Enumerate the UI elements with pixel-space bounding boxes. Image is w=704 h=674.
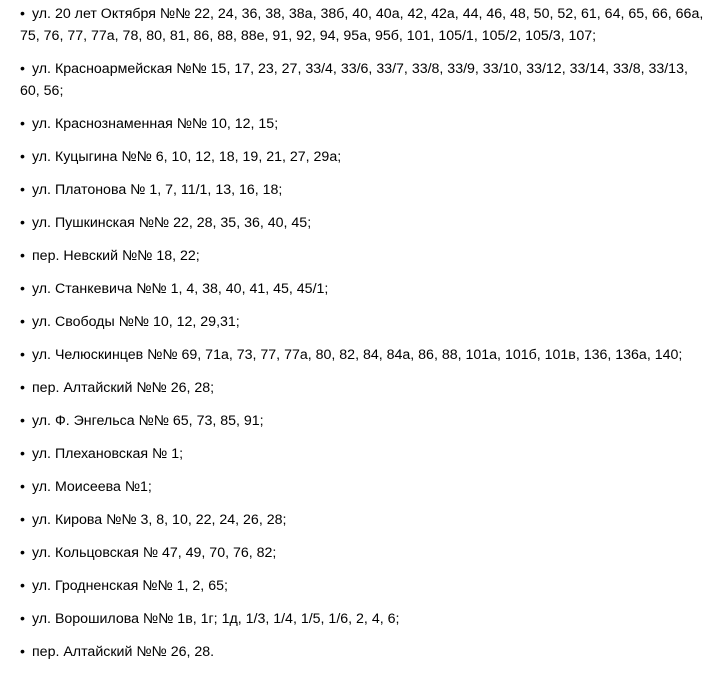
list-item-text: ул. Моисеева №1;	[32, 479, 152, 495]
bullet: •	[20, 479, 25, 495]
list-item	[20, 212, 704, 234]
list-item	[20, 377, 704, 399]
list-item	[20, 608, 704, 630]
bullet: •	[20, 281, 25, 297]
list-item-text: ул. Свободы №№ 10, 12, 29,31;	[32, 314, 240, 330]
list-item	[20, 278, 704, 300]
list-item-text: ул. Куцыгина №№ 6, 10, 12, 18, 19, 21, 27, 29а;	[32, 149, 342, 165]
bullet: •	[20, 248, 25, 264]
bullet: •	[20, 61, 25, 77]
list-item-text: ул. Пушкинская №№ 22, 28, 35, 36, 40, 45;	[32, 215, 312, 231]
list-item	[20, 476, 704, 498]
bullet: •	[20, 611, 25, 627]
bullet: •	[20, 215, 25, 231]
list-item	[20, 641, 704, 663]
list-item-text: пер. Алтайский №№ 26, 28.	[32, 644, 215, 660]
list-item	[20, 410, 704, 432]
list-item-text: пер. Невский №№ 18, 22;	[32, 248, 200, 264]
list-item	[20, 344, 704, 366]
list-item-text: ул. 20 лет Октября №№ 22, 24, 36, 38, 38а, 38б, 40, 40а, 42, 42а, 44, 46, 48, 50, 52, 61, 64, 65, 66, 66а, 75, 76, 77, 77а, 78, 80, 81, 86, 88, 88е, 91, 92, 94, 95а, 95б, 101, 105/1, 105/2, 105/3, 107;	[20, 6, 704, 44]
list-item-text: ул. Станкевича №№ 1, 4, 38, 40, 41, 45, 45/1;	[32, 281, 329, 297]
bullet: •	[20, 512, 25, 528]
list-item	[20, 542, 704, 564]
bullet: •	[20, 347, 25, 363]
bullet: •	[20, 380, 25, 396]
list-item	[20, 575, 704, 597]
list-item	[20, 146, 704, 168]
bullet: •	[20, 644, 25, 660]
list-item-text: ул. Плехановская № 1;	[32, 446, 184, 462]
list-item-text: ул. Ворошилова №№ 1в, 1г; 1д, 1/3, 1/4, 1/5, 1/6, 2, 4, 6;	[32, 611, 400, 627]
bullet: •	[20, 149, 25, 165]
list-item	[20, 3, 704, 47]
bullet: •	[20, 578, 25, 594]
list-item	[20, 443, 704, 465]
bullet: •	[20, 116, 25, 132]
list-item	[20, 113, 704, 135]
address-list	[20, 3, 704, 674]
bullet: •	[20, 413, 25, 429]
bullet: •	[20, 545, 25, 561]
list-item-text: ул. Ф. Энгельса №№ 65, 73, 85, 91;	[32, 413, 264, 429]
list-item-text: ул. Красноармейская №№ 15, 17, 23, 27, 33/4, 33/6, 33/7, 33/8, 33/9, 33/10, 33/12, 33/14, 33/8, 33/13, 60, 56;	[20, 61, 688, 99]
list-item-text: ул. Краснознаменная №№ 10, 12, 15;	[32, 116, 279, 132]
list-item-text: пер. Алтайский №№ 26, 28;	[32, 380, 215, 396]
bullet: •	[20, 182, 25, 198]
bullet: •	[20, 314, 25, 330]
list-item-text: ул. Платонова № 1, 7, 11/1, 13, 16, 18;	[32, 182, 283, 198]
list-item-text: ул. Кирова №№ 3, 8, 10, 22, 24, 26, 28;	[32, 512, 287, 528]
list-item	[20, 58, 704, 102]
list-item	[20, 311, 704, 333]
list-item	[20, 179, 704, 201]
bullet: •	[20, 446, 25, 462]
bullet: •	[20, 6, 25, 22]
list-item	[20, 509, 704, 531]
list-item-text: ул. Челюскинцев №№ 69, 71а, 73, 77, 77а, 80, 82, 84, 84а, 86, 88, 101а, 101б, 101в, 136, 136а, 140;	[32, 347, 683, 363]
list-item-text: ул. Кольцовская № 47, 49, 70, 76, 82;	[32, 545, 277, 561]
list-item-text: ул. Гродненская №№ 1, 2, 65;	[32, 578, 228, 594]
list-item	[20, 245, 704, 267]
